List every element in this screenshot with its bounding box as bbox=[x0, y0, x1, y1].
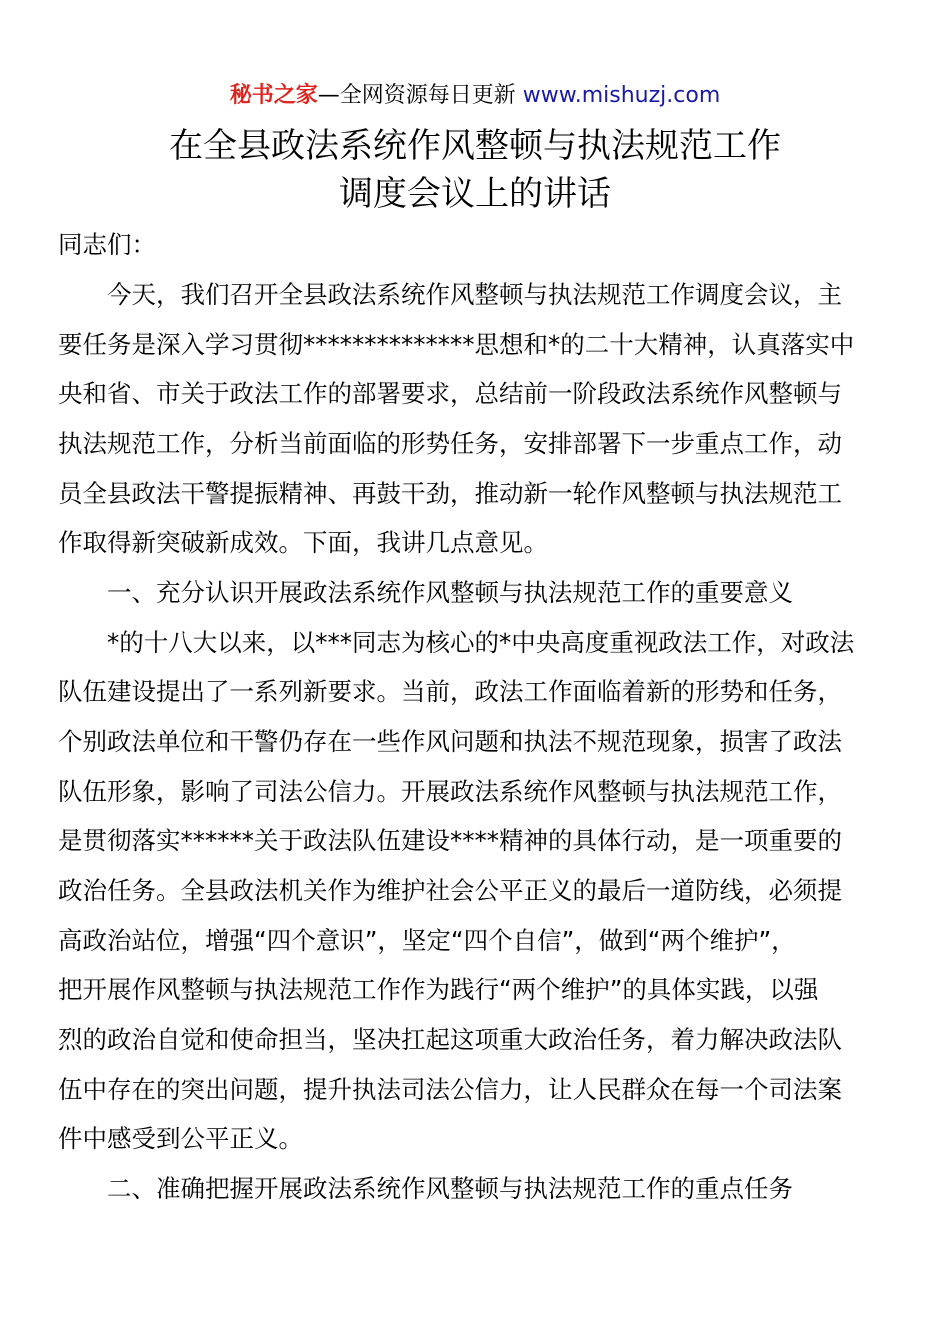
text-line: 队伍形象，影响了司法公信力。开展政法系统作风整顿与执法规范工作， bbox=[58, 777, 842, 806]
text-line: 件中感受到公平正义。 bbox=[58, 1124, 303, 1153]
document-title-line-1: 在全县政法系统作风整顿与执法规范工作 bbox=[169, 126, 781, 166]
text-line: 今天，我们召开全县政法系统作风整顿与执法规范工作调度会议，主 bbox=[58, 280, 842, 309]
site-tagline: —全网资源每日更新 bbox=[317, 83, 516, 108]
text-line: 要任务是深入学习贯彻**************思想和*的二十大精神，认真落实中 bbox=[58, 330, 855, 359]
document-title-line-2: 调度会议上的讲话 bbox=[339, 174, 611, 214]
site-url-link[interactable]: www.mishuzj.com bbox=[522, 83, 721, 108]
text-line: 是贯彻落实******关于政法队伍建设****精神的具体行动，是一项重要的 bbox=[58, 826, 842, 855]
text-line: 把开展作风整顿与执法规范工作作为践行“两个维护”的具体实践，以强 bbox=[58, 975, 819, 1004]
text-line: 执法规范工作，分析当前面临的形势任务，安排部署下一步重点工作，动 bbox=[58, 429, 842, 458]
salutation: 同志们： bbox=[58, 230, 156, 259]
text-line: 员全县政法干警提振精神、再鼓干劲，推动新一轮作风整顿与执法规范工 bbox=[58, 479, 842, 508]
text-line: 作取得新突破新成效。下面，我讲几点意见。 bbox=[58, 528, 548, 557]
text-line: 政治任务。全县政法机关作为维护社会公平正义的最后一道防线，必须提 bbox=[58, 876, 842, 905]
section-heading: 二、准确把握开展政法系统作风整顿与执法规范工作的重点任务 bbox=[58, 1174, 793, 1203]
site-header bbox=[0, 80, 950, 112]
text-line: 队伍建设提出了一系列新要求。当前，政法工作面临着新的形势和任务， bbox=[58, 677, 842, 706]
text-line: 个别政法单位和干警仍存在一些作风问题和执法不规范现象，损害了政法 bbox=[58, 727, 842, 756]
text-line: 央和省、市关于政法工作的部署要求，总结前一阶段政法系统作风整顿与 bbox=[58, 379, 842, 408]
text-line: *的十八大以来，以***同志为核心的*中央高度重视政法工作，对政法 bbox=[58, 628, 855, 657]
site-brand: 秘书之家 bbox=[229, 83, 318, 108]
text-line: 烈的政治自觉和使命担当，坚决扛起这项重大政治任务，着力解决政法队 bbox=[58, 1025, 842, 1054]
text-line: 伍中存在的突出问题，提升执法司法公信力，让人民群众在每一个司法案 bbox=[58, 1075, 842, 1104]
text-line: 高政治站位，增强“四个意识”，坚定“四个自信”，做到“两个维护”， bbox=[58, 926, 796, 955]
section-heading: 一、充分认识开展政法系统作风整顿与执法规范工作的重要意义 bbox=[58, 578, 793, 607]
